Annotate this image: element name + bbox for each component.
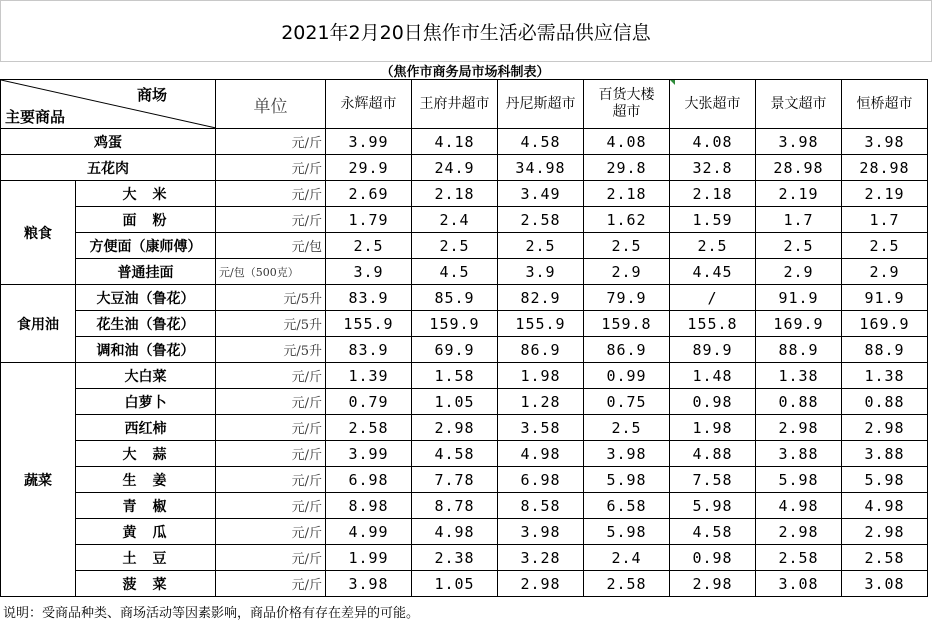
table-row	[1, 337, 928, 363]
price-cell: 1.99	[326, 545, 412, 571]
item-cell: 鸡蛋	[1, 129, 216, 155]
price-cell: /	[670, 285, 756, 311]
store-header: 景文超市	[756, 80, 842, 129]
price-cell: 2.98	[842, 519, 928, 545]
price-cell: 5.98	[756, 467, 842, 493]
price-cell: 1.62	[584, 207, 670, 233]
price-cell: 1.39	[326, 363, 412, 389]
price-cell: 82.9	[498, 285, 584, 311]
store-header: 丹尼斯超市	[498, 80, 584, 129]
unit-cell: 元/斤	[216, 493, 326, 519]
price-cell: 1.7	[756, 207, 842, 233]
price-cell: 91.9	[842, 285, 928, 311]
price-cell: 6.98	[498, 467, 584, 493]
item-cell: 大米	[76, 181, 216, 207]
price-cell: 83.9	[326, 337, 412, 363]
price-cell: 4.98	[498, 441, 584, 467]
price-table	[0, 79, 928, 597]
price-cell: 1.38	[756, 363, 842, 389]
table-row	[1, 129, 928, 155]
price-cell: 5.98	[670, 493, 756, 519]
price-cell: 3.98	[756, 129, 842, 155]
price-cell: 2.19	[842, 181, 928, 207]
price-cell: 29.9	[326, 155, 412, 181]
price-cell: 2.5	[326, 233, 412, 259]
price-cell: 1.38	[842, 363, 928, 389]
item-cell: 大白菜	[76, 363, 216, 389]
price-cell: 169.9	[756, 311, 842, 337]
table-row	[1, 571, 928, 597]
item-cell: 花生油（鲁花）	[76, 311, 216, 337]
price-cell: 4.98	[756, 493, 842, 519]
price-cell: 88.9	[842, 337, 928, 363]
item-cell: 面粉	[76, 207, 216, 233]
price-cell: 2.9	[756, 259, 842, 285]
category-cell: 粮食	[1, 181, 76, 285]
unit-cell: 元/包（500克）	[216, 259, 326, 285]
price-cell: 0.79	[326, 389, 412, 415]
price-cell: 4.08	[584, 129, 670, 155]
price-cell: 3.88	[756, 441, 842, 467]
category-cell: 食用油	[1, 285, 76, 363]
price-cell: 29.8	[584, 155, 670, 181]
price-cell: 69.9	[412, 337, 498, 363]
price-cell: 2.5	[842, 233, 928, 259]
price-cell: 24.9	[412, 155, 498, 181]
price-cell: 3.08	[842, 571, 928, 597]
corner-store-label: 商场	[136, 86, 167, 104]
price-cell: 2.58	[498, 207, 584, 233]
table-row	[1, 415, 928, 441]
price-cell: 3.58	[498, 415, 584, 441]
unit-cell: 元/斤	[216, 441, 326, 467]
price-cell: 2.98	[498, 571, 584, 597]
price-cell: 0.88	[842, 389, 928, 415]
price-cell: 86.9	[584, 337, 670, 363]
table-row	[1, 363, 928, 389]
price-cell: 1.98	[498, 363, 584, 389]
price-cell: 1.7	[842, 207, 928, 233]
price-cell: 3.88	[842, 441, 928, 467]
item-cell: 白萝卜	[76, 389, 216, 415]
price-cell: 0.99	[584, 363, 670, 389]
store-header: 百货大楼超市	[584, 80, 670, 129]
price-cell: 169.9	[842, 311, 928, 337]
unit-cell: 元/斤	[216, 415, 326, 441]
unit-cell: 元/5升	[216, 337, 326, 363]
price-cell: 8.98	[326, 493, 412, 519]
price-cell: 6.98	[326, 467, 412, 493]
price-cell: 1.05	[412, 571, 498, 597]
unit-cell: 元/斤	[216, 545, 326, 571]
unit-cell: 元/斤	[216, 129, 326, 155]
price-cell: 0.75	[584, 389, 670, 415]
price-cell: 1.79	[326, 207, 412, 233]
price-cell: 85.9	[412, 285, 498, 311]
table-row	[1, 207, 928, 233]
price-cell: 7.58	[670, 467, 756, 493]
unit-cell: 元/斤	[216, 519, 326, 545]
price-cell: 2.9	[584, 259, 670, 285]
price-cell: 3.9	[326, 259, 412, 285]
price-cell: 2.58	[756, 545, 842, 571]
item-cell: 生姜	[76, 467, 216, 493]
price-cell: 2.98	[842, 415, 928, 441]
price-cell: 2.98	[670, 571, 756, 597]
price-cell: 28.98	[756, 155, 842, 181]
price-cell: 28.98	[842, 155, 928, 181]
unit-cell: 元/斤	[216, 571, 326, 597]
unit-cell: 元/包	[216, 233, 326, 259]
item-cell: 黄瓜	[76, 519, 216, 545]
price-cell: 3.08	[756, 571, 842, 597]
item-cell: 调和油（鲁花）	[76, 337, 216, 363]
price-cell: 1.59	[670, 207, 756, 233]
price-cell: 89.9	[670, 337, 756, 363]
price-cell: 155.8	[670, 311, 756, 337]
item-cell: 方便面（康师傅）	[76, 233, 216, 259]
price-cell: 155.9	[326, 311, 412, 337]
price-cell: 8.78	[412, 493, 498, 519]
price-cell: 4.88	[670, 441, 756, 467]
item-cell: 五花肉	[1, 155, 216, 181]
price-cell: 2.4	[412, 207, 498, 233]
price-cell: 2.4	[584, 545, 670, 571]
price-cell: 5.98	[842, 467, 928, 493]
item-cell: 普通挂面	[76, 259, 216, 285]
price-cell: 2.5	[670, 233, 756, 259]
table-row	[1, 233, 928, 259]
price-cell: 3.49	[498, 181, 584, 207]
price-cell: 3.98	[498, 519, 584, 545]
price-cell: 4.58	[670, 519, 756, 545]
price-cell: 2.5	[498, 233, 584, 259]
table-row	[1, 259, 928, 285]
unit-cell: 元/5升	[216, 285, 326, 311]
price-cell: 2.18	[412, 181, 498, 207]
footnote: 说明：受商品种类、商场活动等因素影响，商品价格有存在差异的可能。	[3, 606, 420, 621]
price-cell: 3.98	[842, 129, 928, 155]
price-cell: 155.9	[498, 311, 584, 337]
price-cell: 34.98	[498, 155, 584, 181]
price-cell: 3.99	[326, 129, 412, 155]
item-cell: 土豆	[76, 545, 216, 571]
price-cell: 1.05	[412, 389, 498, 415]
sheet-subtitle: （焦作市商务局市场科制表）	[380, 64, 550, 80]
table-row	[1, 389, 928, 415]
price-cell: 5.98	[584, 519, 670, 545]
category-cell: 蔬菜	[1, 363, 76, 597]
price-cell: 0.98	[670, 389, 756, 415]
store-header: 王府井超市	[412, 80, 498, 129]
price-cell: 4.08	[670, 129, 756, 155]
unit-header: 单位	[216, 80, 326, 129]
price-cell: 5.98	[584, 467, 670, 493]
price-cell: 4.5	[412, 259, 498, 285]
unit-cell: 元/斤	[216, 363, 326, 389]
price-cell: 3.9	[498, 259, 584, 285]
table-row	[1, 519, 928, 545]
price-cell: 4.99	[326, 519, 412, 545]
price-cell: 3.99	[326, 441, 412, 467]
price-cell: 7.78	[412, 467, 498, 493]
table-row	[1, 493, 928, 519]
price-cell: 83.9	[326, 285, 412, 311]
price-cell: 86.9	[498, 337, 584, 363]
price-cell: 159.9	[412, 311, 498, 337]
corner-product-label: 主要商品	[5, 108, 66, 126]
price-cell: 0.98	[670, 545, 756, 571]
item-cell: 青椒	[76, 493, 216, 519]
price-cell: 2.5	[584, 415, 670, 441]
price-cell: 4.58	[412, 441, 498, 467]
price-cell: 2.98	[756, 519, 842, 545]
sheet-title: 2021年2月20日焦作市生活必需品供应信息	[0, 0, 932, 62]
price-cell: 1.28	[498, 389, 584, 415]
price-cell: 0.88	[756, 389, 842, 415]
price-cell: 1.48	[670, 363, 756, 389]
price-cell: 4.98	[842, 493, 928, 519]
price-cell: 1.98	[670, 415, 756, 441]
price-cell: 2.18	[670, 181, 756, 207]
unit-cell: 元/斤	[216, 467, 326, 493]
price-cell: 2.98	[412, 415, 498, 441]
table-row	[1, 467, 928, 493]
store-header: 恒桥超市	[842, 80, 928, 129]
table-row	[1, 285, 928, 311]
unit-cell: 元/斤	[216, 389, 326, 415]
price-cell: 4.18	[412, 129, 498, 155]
header-row	[1, 80, 928, 129]
store-header: 永辉超市	[326, 80, 412, 129]
price-cell: 2.38	[412, 545, 498, 571]
price-cell: 3.28	[498, 545, 584, 571]
price-cell: 3.98	[584, 441, 670, 467]
price-cell: 2.98	[756, 415, 842, 441]
unit-cell: 元/斤	[216, 155, 326, 181]
price-cell: 79.9	[584, 285, 670, 311]
price-cell: 2.58	[326, 415, 412, 441]
price-cell: 91.9	[756, 285, 842, 311]
table-row	[1, 181, 928, 207]
price-cell: 4.58	[498, 129, 584, 155]
unit-cell: 元/斤	[216, 207, 326, 233]
price-cell: 3.98	[326, 571, 412, 597]
price-cell: 159.8	[584, 311, 670, 337]
header-corner-cell	[1, 80, 216, 129]
price-cell: 88.9	[756, 337, 842, 363]
price-cell: 1.58	[412, 363, 498, 389]
price-cell: 4.98	[412, 519, 498, 545]
price-cell: 2.5	[412, 233, 498, 259]
unit-cell: 元/5升	[216, 311, 326, 337]
table-row	[1, 311, 928, 337]
unit-cell: 元/斤	[216, 181, 326, 207]
item-cell: 西红柿	[76, 415, 216, 441]
price-cell: 2.19	[756, 181, 842, 207]
table-row	[1, 545, 928, 571]
price-cell: 2.9	[842, 259, 928, 285]
price-cell: 8.58	[498, 493, 584, 519]
price-cell: 2.58	[842, 545, 928, 571]
price-cell: 2.58	[584, 571, 670, 597]
price-cell: 2.18	[584, 181, 670, 207]
price-cell: 2.69	[326, 181, 412, 207]
price-cell: 2.5	[756, 233, 842, 259]
price-cell: 6.58	[584, 493, 670, 519]
table-row	[1, 155, 928, 181]
price-cell: 2.5	[584, 233, 670, 259]
price-cell: 32.8	[670, 155, 756, 181]
item-cell: 大蒜	[76, 441, 216, 467]
store-header: 大张超市	[670, 80, 756, 129]
item-cell: 大豆油（鲁花）	[76, 285, 216, 311]
item-cell: 菠菜	[76, 571, 216, 597]
table-row	[1, 441, 928, 467]
price-cell: 4.45	[670, 259, 756, 285]
